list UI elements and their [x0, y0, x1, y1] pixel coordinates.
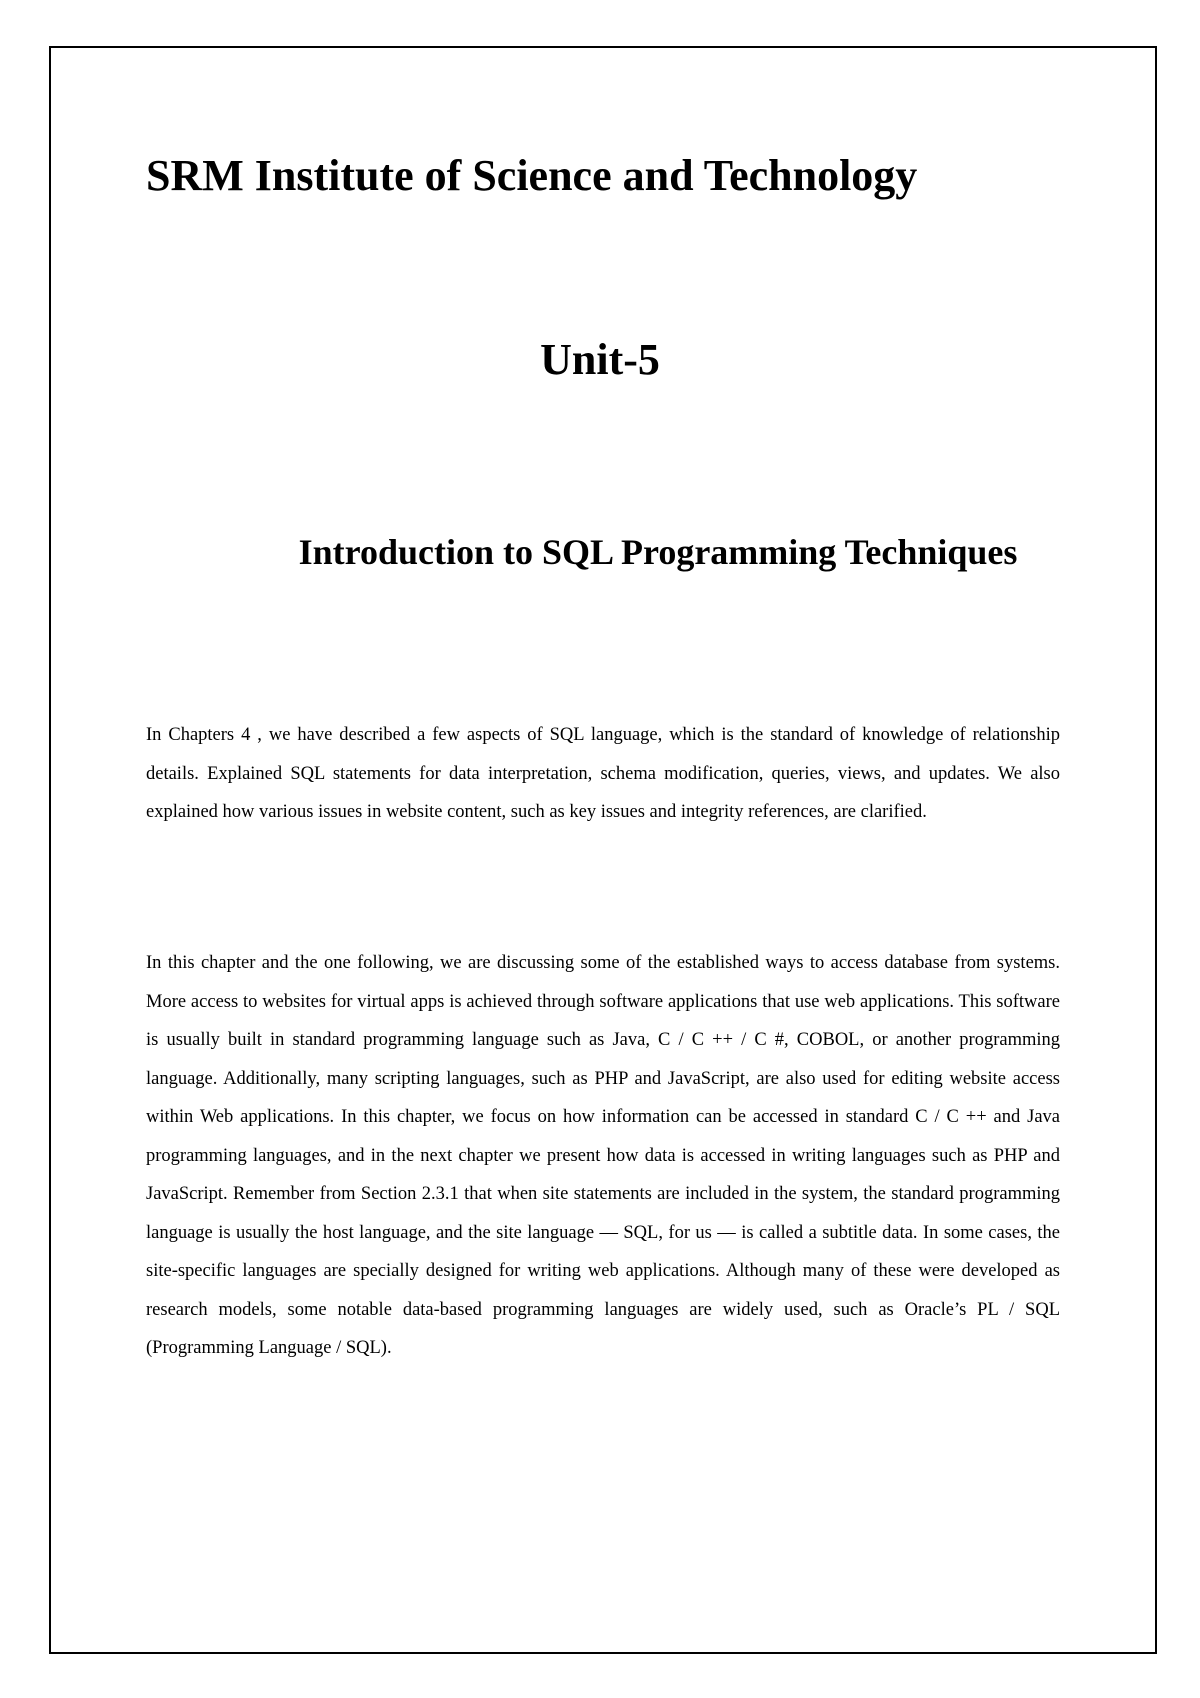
unit-title: Unit-5 [540, 335, 660, 384]
body-paragraph: In this chapter and the one following, we are discussing some of the established ways to access database from systems. More access to websites for virtual apps is achieved through software applications that use web applications. This software is usually built in standard programming language such as Java, C / C ++ / C #, COBOL, or another programming language. Additionally, many scripting languages, such as PHP and JavaScript, are also used for editing website access within Web applications. In this chapter, we focus on how information can be accessed in standard C / C ++ and Java programming languages, and in the next chapter we present how data is accessed in writing languages such as PHP and JavaScript. Remember from Section 2.3.1 that when site statements are included in the system, the standard programming language is usually the host language, and the site language — SQL, for us — is called a subtitle data. In some cases, the site-specific languages are specially designed for writing web applications. Although many of these were developed as research models, some notable data-based programming languages are widely used, such as Oracle’s PL / SQL (Programming Language / SQL). [146, 953, 1060, 1358]
page-border [49, 46, 1157, 1654]
chapter-title: Introduction to SQL Programming Techniques [298, 532, 1018, 572]
institute-title: SRM Institute of Science and Technology [146, 151, 918, 200]
intro-paragraph: In Chapters 4 , we have described a few aspects of SQL language, which is the standard of knowledge of relationship details. Explained SQL statements for data interpretation, schema modification, queries, views, and updates. We also explained how various issues in website content, such as key issues and integrity references, are clarified. [146, 725, 1060, 822]
